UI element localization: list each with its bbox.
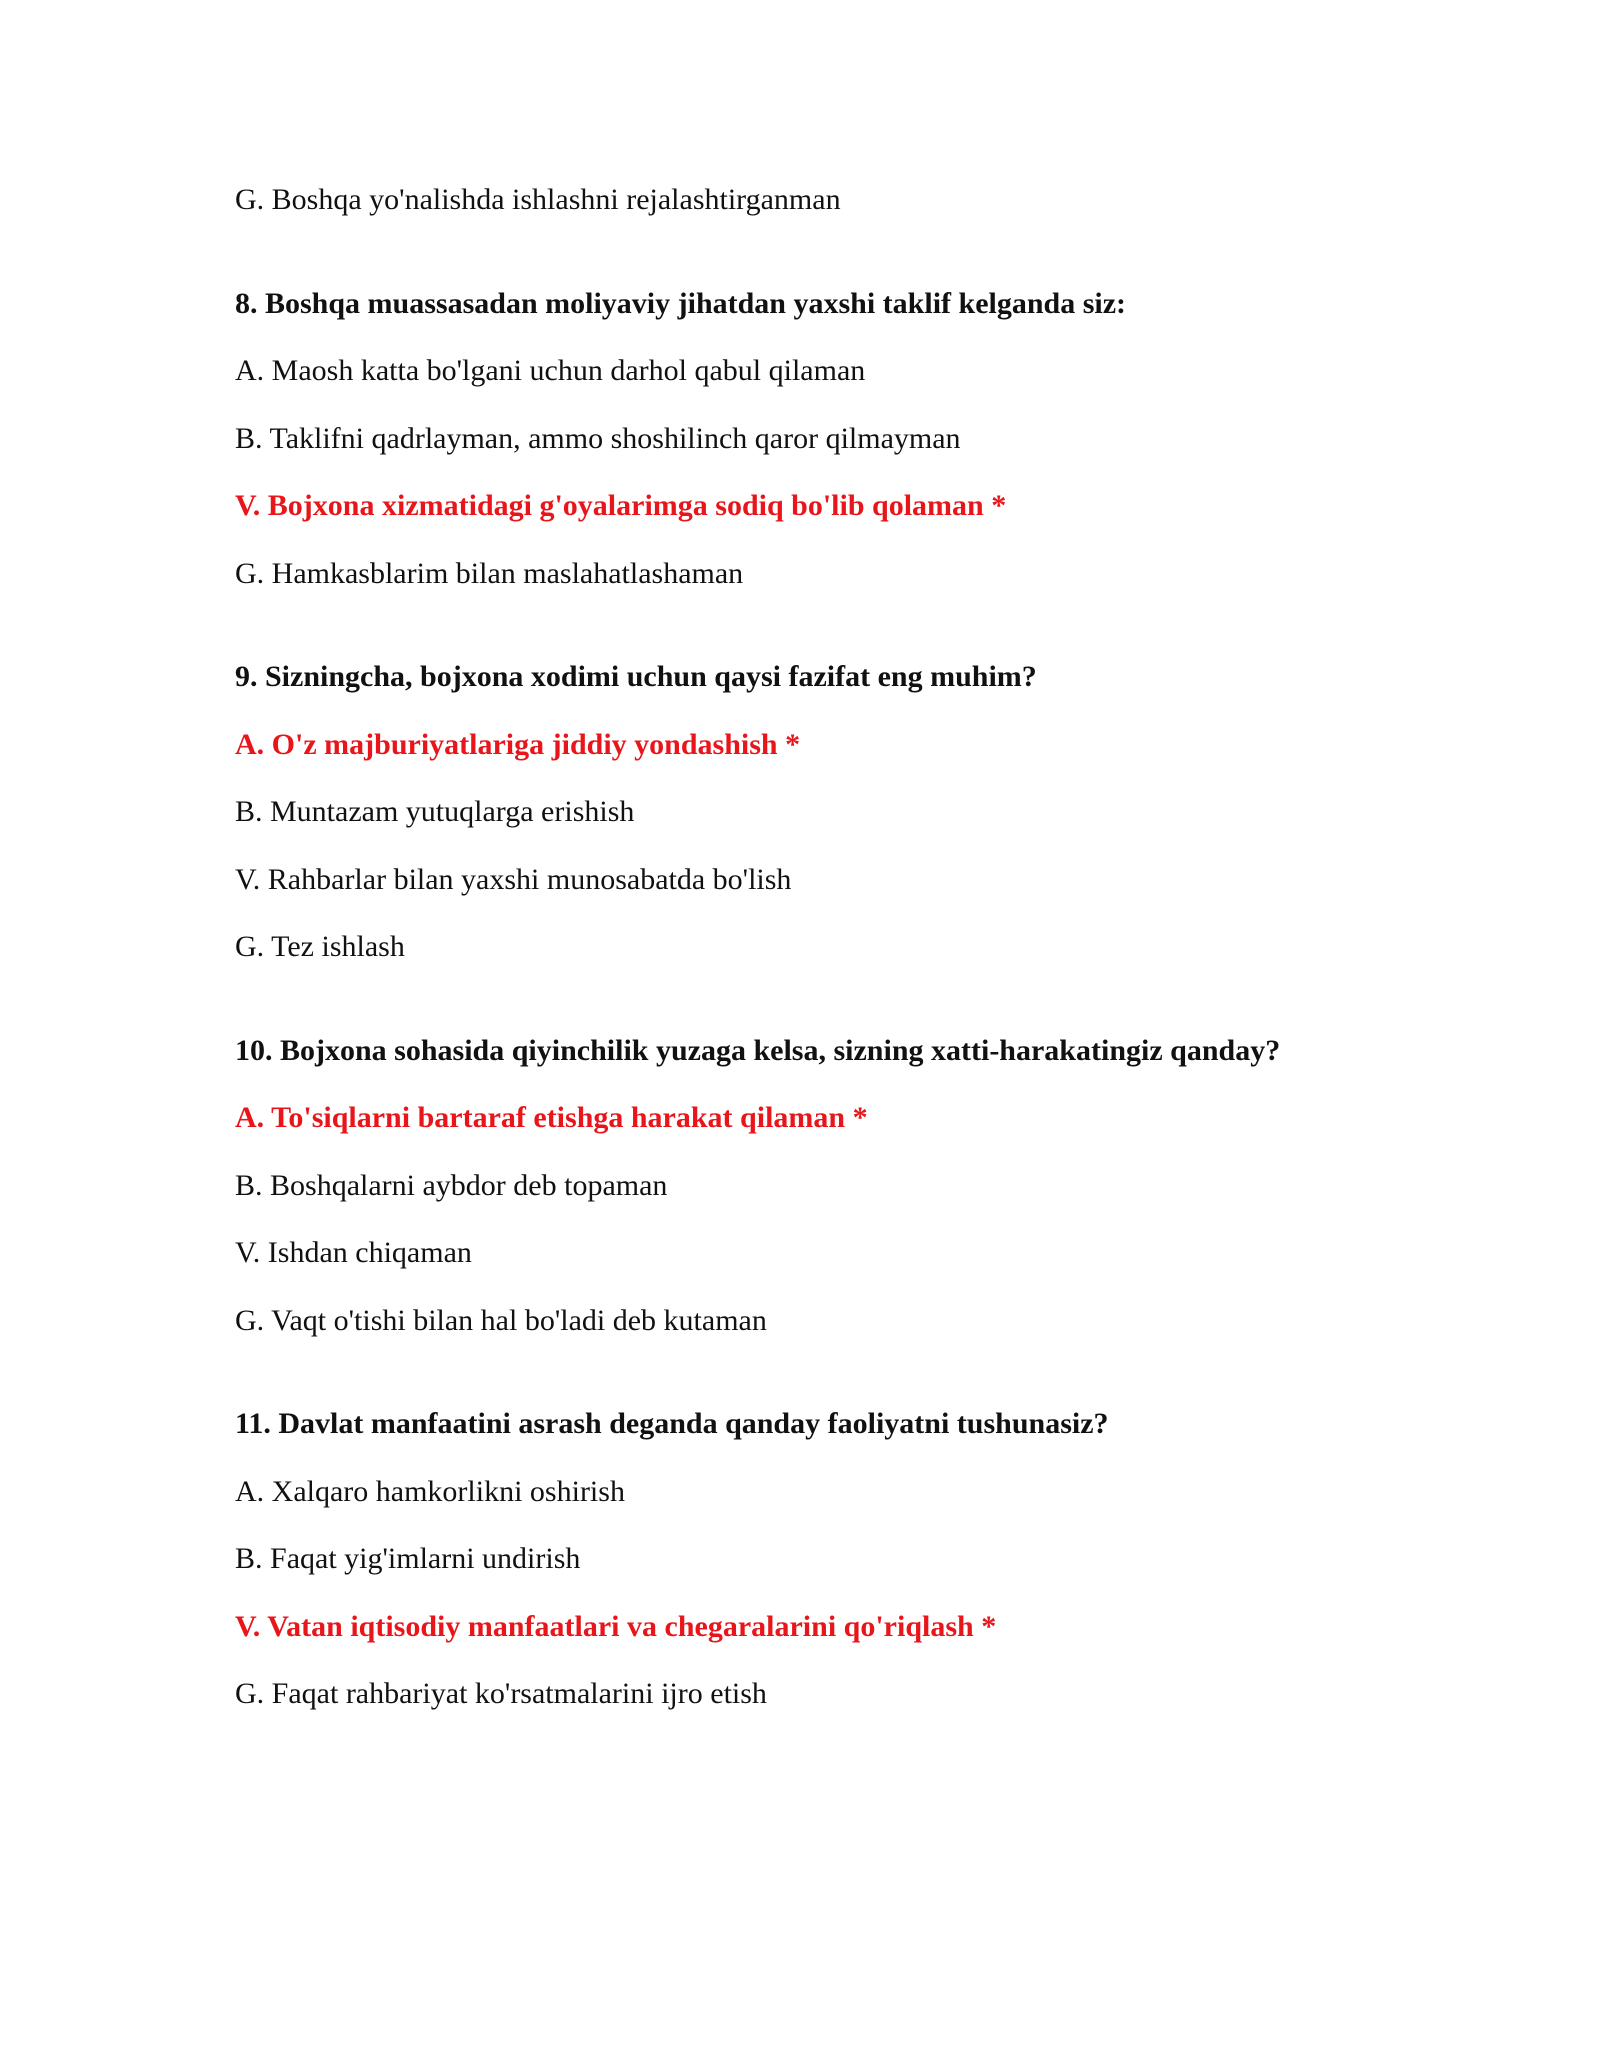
section-gap [235,218,1435,286]
question-8-option-b: B. Taklifni qadrlayman, ammo shoshilinch qaror qilmayman [235,421,961,455]
question-8-text: 8. Boshqa muassasadan moliyaviy jihatdan yaxshi taklif kelganda siz: [235,286,1127,320]
question-11-option-g: G. Faqat rahbariyat ko'rsatmalarini ijro etish [235,1677,767,1710]
question-9-option-a-correct: A. O'z majburiyatlariga jiddiy yondashish * [235,727,801,761]
leading-option: G. Boshqa yo'nalishda ishlashni rejalashtirganman [235,183,841,216]
question-9-option-v: V. Rahbarlar bilan yaxshi munosabatda bo'lish [235,862,792,896]
question-10-option-b: B. Boshqalarni aybdor deb topaman [235,1168,668,1202]
question-11-option-a: A. Xalqaro hamkorlikni oshirish [235,1474,625,1508]
question-9-option-g: G. Tez ishlash [235,930,405,963]
quiz-content [235,182,1435,1712]
section-gap [235,965,1435,1033]
question-10-option-g: G. Vaqt o'tishi bilan hal bo'ladi deb kutaman [235,1303,767,1337]
question-8-option-v-correct: V. Bojxona xizmatidagi g'oyalarimga sodiq bo'lib qolaman * [235,489,1007,522]
section-gap [235,592,1435,660]
question-block [235,1033,1435,1339]
question-block [235,286,1435,592]
question-11-option-v-correct: V. Vatan iqtisodiy manfaatlari va chegaralarini qo'riqlash * [235,1609,997,1643]
question-8-option-a: A. Maosh katta bo'lgani uchun darhol qabul qilaman [235,354,866,387]
question-block [235,659,1435,965]
question-9-option-b: B. Muntazam yutuqlarga erishish [235,795,635,828]
question-10-option-a-correct: A. To'siqlarni bartaraf etishga harakat qilaman * [235,1101,868,1134]
question-9-text: 9. Sizningcha, bojxona xodimi uchun qaysi fazifat eng muhim? [235,660,1037,693]
question-10-option-v: V. Ishdan chiqaman [235,1236,472,1269]
question-10-text: 10. Bojxona sohasida qiyinchilik yuzaga kelsa, sizning xatti-harakatingiz qanday? [235,1033,1281,1067]
question-8-option-g: G. Hamkasblarim bilan maslahatlashaman [235,556,744,590]
question-11-text: 11. Davlat manfaatini asrash deganda qanday faoliyatni tushunasiz? [235,1407,1109,1440]
question-11-option-b: B. Faqat yig'imlarni undirish [235,1542,581,1575]
question-block [235,1406,1435,1712]
section-gap [235,1339,1435,1407]
